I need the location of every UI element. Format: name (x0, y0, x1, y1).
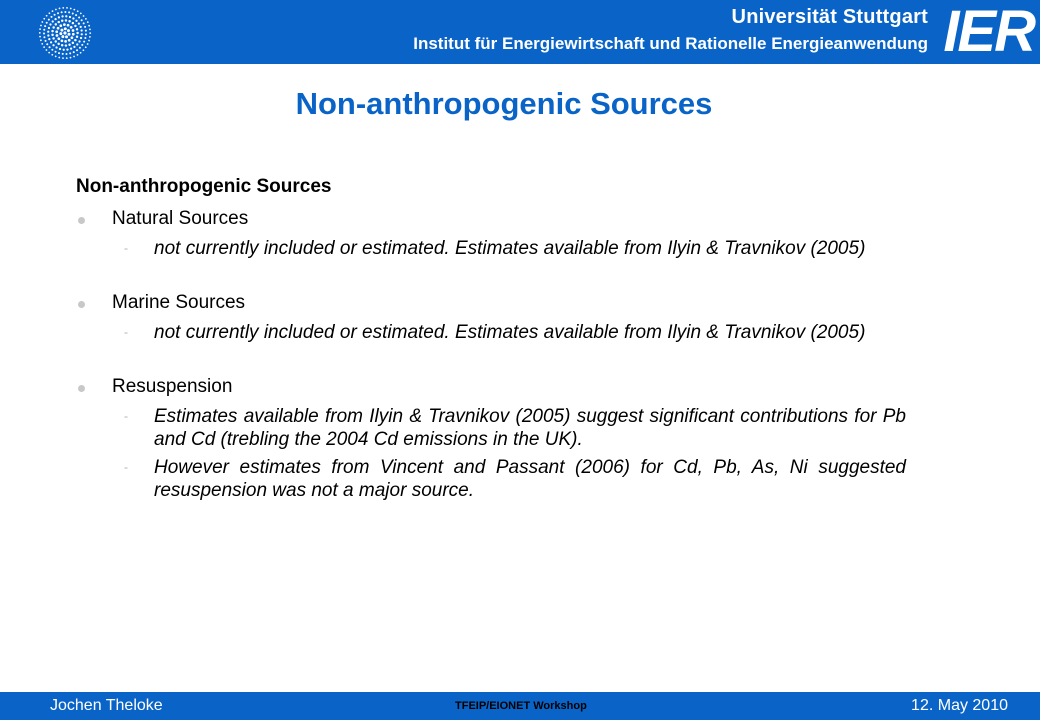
item-text: Natural Sources (112, 208, 249, 229)
slide-title: Non-anthropogenic Sources (295, 86, 713, 121)
sub-item (76, 237, 906, 260)
list-item (76, 206, 906, 260)
institute-name: Institut für Energiewirtschaft und Rationelle Energieanwendung (413, 34, 928, 53)
bullet-icon (78, 385, 85, 392)
bullet-icon (78, 217, 85, 224)
item-text: Marine Sources (112, 292, 246, 313)
dash-icon: - (124, 241, 128, 255)
dash-icon: - (124, 409, 128, 423)
university-name: Universität Stuttgart (731, 6, 928, 28)
sub-item-text: Estimates available from Ilyin & Travnikov (2005) suggest significant contributions for Pb and Cd (trebling the 2004 Cd emissions in the UK). (154, 406, 906, 450)
ier-logo: IER (943, 0, 1034, 64)
sub-item-text: not currently included or estimated. Estimates available from Ilyin & Travnikov (2005) (154, 238, 866, 259)
list-item (76, 374, 906, 502)
sub-item-text: However estimates from Vincent and Passant (2006) for Cd, Pb, As, Ni suggested resuspension was not a major source. (154, 457, 906, 501)
sub-item (76, 456, 906, 502)
bullet-icon (78, 301, 85, 308)
slide-content (76, 176, 906, 502)
section-heading: Non-anthropogenic Sources (76, 176, 332, 197)
sub-item (76, 405, 906, 451)
dash-icon: - (124, 460, 128, 474)
footer-date: 12. May 2010 (911, 697, 1008, 714)
university-logo-icon (38, 6, 92, 60)
footer-event: TFEIP/EIONET Workshop (455, 700, 587, 712)
list-item-label (76, 374, 906, 400)
item-text: Resuspension (112, 376, 233, 397)
list-item-label (76, 290, 906, 316)
list-item (76, 290, 906, 344)
list-item-label (76, 206, 906, 232)
footer-bar (0, 692, 1040, 720)
footer-author: Jochen Theloke (50, 697, 163, 714)
sub-item-text: not currently included or estimated. Estimates available from Ilyin & Travnikov (2005) (154, 322, 866, 343)
sub-item (76, 321, 906, 344)
dash-icon: - (124, 325, 128, 339)
header-bar (0, 0, 1040, 64)
